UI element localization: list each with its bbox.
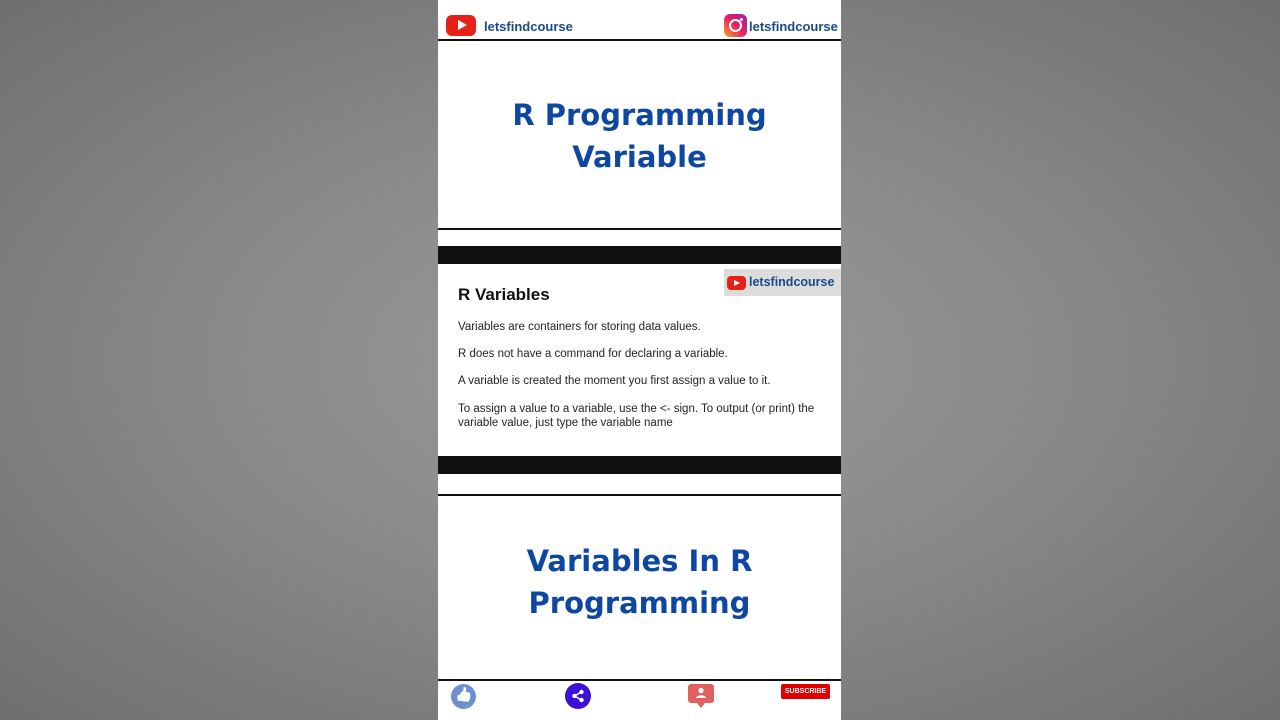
slide-paragraph: A variable is created the moment you first assign a value to it. <box>458 375 771 387</box>
channel-header <box>438 0 841 41</box>
youtube-handle: letsfindcourse <box>484 19 573 34</box>
share-icon <box>571 689 585 703</box>
notification-button[interactable] <box>688 684 714 703</box>
slide-heading: R Variables <box>458 285 550 304</box>
instagram-handle: letsfindcourse <box>749 19 838 34</box>
top-title-line2: Variable <box>572 140 707 174</box>
divider <box>438 494 841 496</box>
bottom-title <box>438 540 841 624</box>
divider <box>438 228 841 230</box>
watermark-handle: letsfindcourse <box>749 275 835 289</box>
divider <box>438 679 841 681</box>
slide-border-bottom <box>438 456 841 474</box>
share-button[interactable] <box>565 683 591 709</box>
slide-paragraph: To assign a value to a variable, use the <- sign. To output (or print) the variable value, just type the variable name <box>458 403 815 429</box>
top-title-line1: R Programming <box>512 98 767 132</box>
subscribe-button[interactable]: SUBSCRIBE <box>781 684 830 699</box>
bottom-title-line2: Programming <box>528 586 751 620</box>
youtube-icon <box>446 15 476 36</box>
user-icon <box>695 687 707 699</box>
slide-border-top <box>438 246 841 264</box>
video-panel <box>438 0 841 720</box>
youtube-icon <box>727 276 746 290</box>
instagram-icon <box>724 14 747 37</box>
top-title <box>438 94 841 178</box>
slide-paragraph: R does not have a command for declaring a variable. <box>458 348 728 360</box>
slide-watermark <box>724 269 841 296</box>
like-button[interactable] <box>451 684 476 709</box>
slide-paragraph: Variables are containers for storing data values. <box>458 321 701 333</box>
bottom-title-line1: Variables In R <box>526 544 753 578</box>
